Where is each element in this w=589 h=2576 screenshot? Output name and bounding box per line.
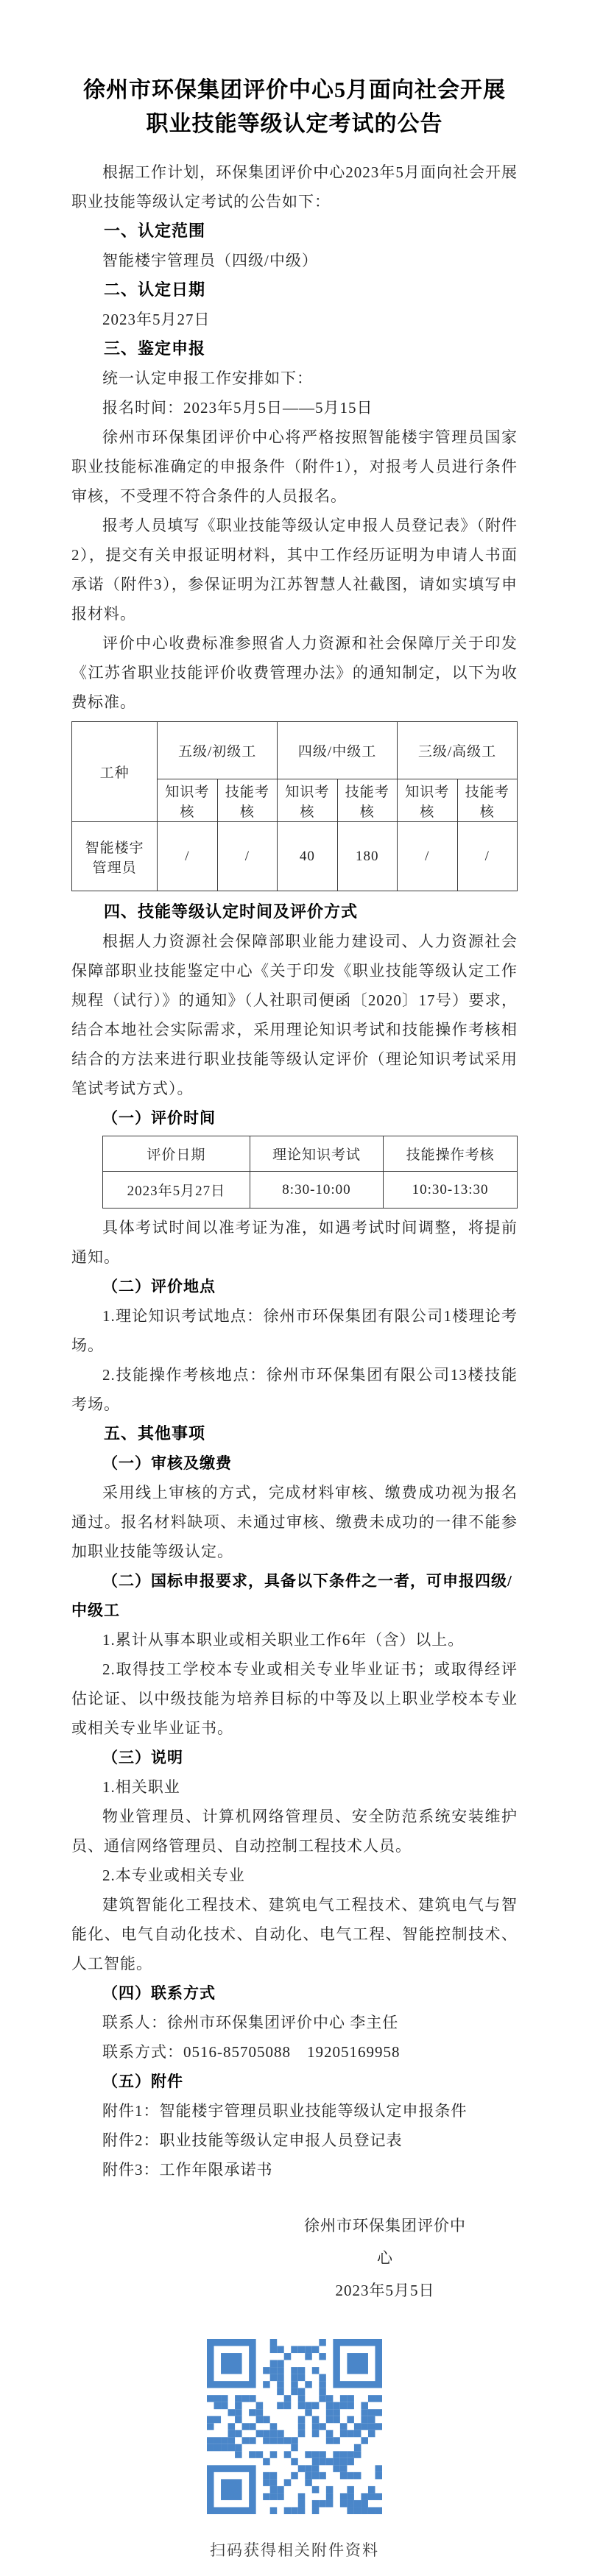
signature-org: 徐州市环保集团评价中心 <box>304 2217 466 2267</box>
contact-phone: 联系方式：0516-85705088 19205169958 <box>102 2043 401 2061</box>
attachment-2: 附件2：职业技能等级认定申报人员登记表 <box>102 2131 403 2149</box>
fee-table-job-line2: 管理员 <box>92 860 137 876</box>
eval-table-header: 评价日期 <box>103 1136 250 1172</box>
eval-table-header: 技能操作考核 <box>384 1136 518 1172</box>
related-majors-list: 建筑智能化工程技术、建筑电气工程技术、建筑电气与智能化、电气自动化技术、自动化、电气工程、智能控制技术、人工智能。 <box>71 1896 518 1972</box>
qr-section <box>71 2339 518 2565</box>
fee-standard-paragraph: 评价中心收费标准参照省人力资源和社会保障厅关于印发《江苏省职业技能评价收费管理办法》的通知制定，以下为收费标准。 <box>71 634 518 711</box>
fee-table-exam-header: 技能考核 <box>457 779 518 822</box>
fee-table-job-header: 工种 <box>72 722 158 822</box>
fee-table-job-cell <box>72 822 158 891</box>
fee-value: 180 <box>337 822 397 891</box>
condition-work-years: 1.累计从事本职业或相关职业工作6年（含）以上。 <box>102 1631 465 1649</box>
fee-table-row <box>72 822 518 891</box>
review-payment-paragraph: 采用线上审核的方式，完成材料审核、缴费成功视为报名通过。报名材料缺项、未通过审核、缴费未成功的一律不能参加职业技能等级认定。 <box>71 1484 518 1560</box>
page-title-line1: 徐州市环保集团评价中心5月面向社会开展 <box>83 78 506 102</box>
section-heading-evaluation: 四、技能等级认定时间及评价方式 <box>104 902 359 921</box>
application-review-paragraph: 徐州市环保集团评价中心将严格按照智能楼宇管理员国家职业技能标准确定的申报条件（附件1），对报考人员进行条件审核，不受理不符合条件的人员报名。 <box>71 428 518 505</box>
related-majors-label: 2.本专业或相关专业 <box>102 1866 245 1884</box>
eval-date-cell: 2023年5月27日 <box>103 1172 250 1209</box>
registration-period: 报名时间：2023年5月5日——5月15日 <box>102 399 373 417</box>
subsection-heading-notes: （三）说明 <box>102 1749 183 1766</box>
subsection-heading-national-standard: （二）国标申报要求，具备以下条件之一者，可申报四级/中级工 <box>71 1572 512 1619</box>
related-occupations-label: 1.相关职业 <box>102 1778 180 1796</box>
fee-table-level-header: 五级/初级工 <box>158 722 278 779</box>
section-heading-scope: 一、认定范围 <box>104 222 206 240</box>
related-occupations-list: 物业管理员、计算机网络管理员、安全防范系统安装维护员、通信网络管理员、自动控制工程技术人员。 <box>71 1808 518 1855</box>
attachment-3: 附件3：工作年限承诺书 <box>102 2161 273 2179</box>
fee-value: / <box>457 822 518 891</box>
application-materials-paragraph: 报考人员填写《职业技能等级认定申报人员登记表》（附件2），提交有关申报证明材料，其中工作经历证明为申请人书面承诺（附件3），参保证明为江苏智慧人社截图，请如实填写申报材料。 <box>71 517 518 623</box>
intro-paragraph: 根据工作计划，环保集团评价中心2023年5月面向社会开展职业技能等级认定考试的公告如下： <box>71 163 518 210</box>
attachment-1: 附件1：智能楼宇管理员职业技能等级认定申报条件 <box>102 2102 468 2120</box>
page-title-line2: 职业技能等级认定考试的公告 <box>146 112 443 136</box>
fee-table-job-line1: 智能楼宇 <box>85 840 144 856</box>
condition-diploma: 2.取得技工学校本专业或相关专业毕业证书；或取得经评估论证、以中级技能为培养目标的中等及以上职业学校本专业或相关专业毕业证书。 <box>71 1660 518 1737</box>
signature-date: 2023年5月5日 <box>335 2282 435 2299</box>
fee-table <box>71 721 518 891</box>
subsection-heading-eval-time: （一）评价时间 <box>102 1109 216 1127</box>
eval-table-header: 理论知识考试 <box>250 1136 383 1172</box>
fee-table-level-header: 三级/高级工 <box>398 722 518 779</box>
date-content: 2023年5月27日 <box>102 311 211 328</box>
application-arrangement: 统一认定申报工作安排如下： <box>102 369 313 387</box>
contact-person: 联系人：徐州市环保集团评价中心 李主任 <box>102 2014 399 2031</box>
fee-value: / <box>158 822 217 891</box>
fee-value: 40 <box>278 822 337 891</box>
fee-value: / <box>217 822 277 891</box>
eval-theory-time-cell: 8:30-10:00 <box>250 1172 383 1209</box>
eval-table-row <box>103 1172 518 1209</box>
fee-table-exam-header: 知识考核 <box>398 779 457 822</box>
fee-value: / <box>398 822 457 891</box>
section-heading-application: 三、鉴定申报 <box>104 339 206 358</box>
subsection-heading-review-payment: （一）审核及缴费 <box>102 1454 232 1472</box>
theory-location: 1.理论知识考试地点：徐州市环保集团有限公司1楼理论考场。 <box>71 1307 518 1354</box>
exam-time-note: 具体考试时间以准考证为准，如遇考试时间调整，将提前通知。 <box>71 1219 518 1266</box>
section-heading-date: 二、认定日期 <box>104 280 206 299</box>
scope-content: 智能楼宇管理员（四级/中级） <box>102 252 318 269</box>
page-title <box>71 74 518 141</box>
subsection-heading-eval-location: （二）评价地点 <box>102 1278 216 1295</box>
skill-location: 2.技能操作考核地点：徐州市环保集团有限公司13楼技能考场。 <box>71 1366 518 1413</box>
eval-skill-time-cell: 10:30-13:30 <box>384 1172 518 1209</box>
evaluation-method-paragraph: 根据人力资源社会保障部职业能力建设司、人力资源社会保障部职业技能鉴定中心《关于印发《职业技能等级认定工作规程（试行）》的通知》（人社职司便函〔2020〕17号）要求，结合本地社会实际需求，采用理论知识考试和技能操作考核相结合的方法来进行职业技能等级认定评价（理论知识考试采用笔试考试方式）。 <box>71 933 518 1097</box>
qr-code <box>207 2339 382 2514</box>
fee-table-level-header: 四级/中级工 <box>278 722 398 779</box>
evaluation-time-table <box>102 1136 518 1209</box>
subsection-heading-attachments: （五）附件 <box>102 2073 183 2090</box>
qr-caption: 扫码获得相关附件资料 <box>210 2541 379 2559</box>
subsection-heading-contact: （四）联系方式 <box>102 1984 216 2002</box>
fee-table-exam-header: 知识考核 <box>158 779 217 822</box>
section-heading-other: 五、其他事项 <box>104 1424 206 1443</box>
fee-table-exam-header: 技能考核 <box>337 779 397 822</box>
fee-table-exam-header: 知识考核 <box>278 779 337 822</box>
fee-table-exam-header: 技能考核 <box>217 779 277 822</box>
signature-block <box>298 2209 472 2307</box>
